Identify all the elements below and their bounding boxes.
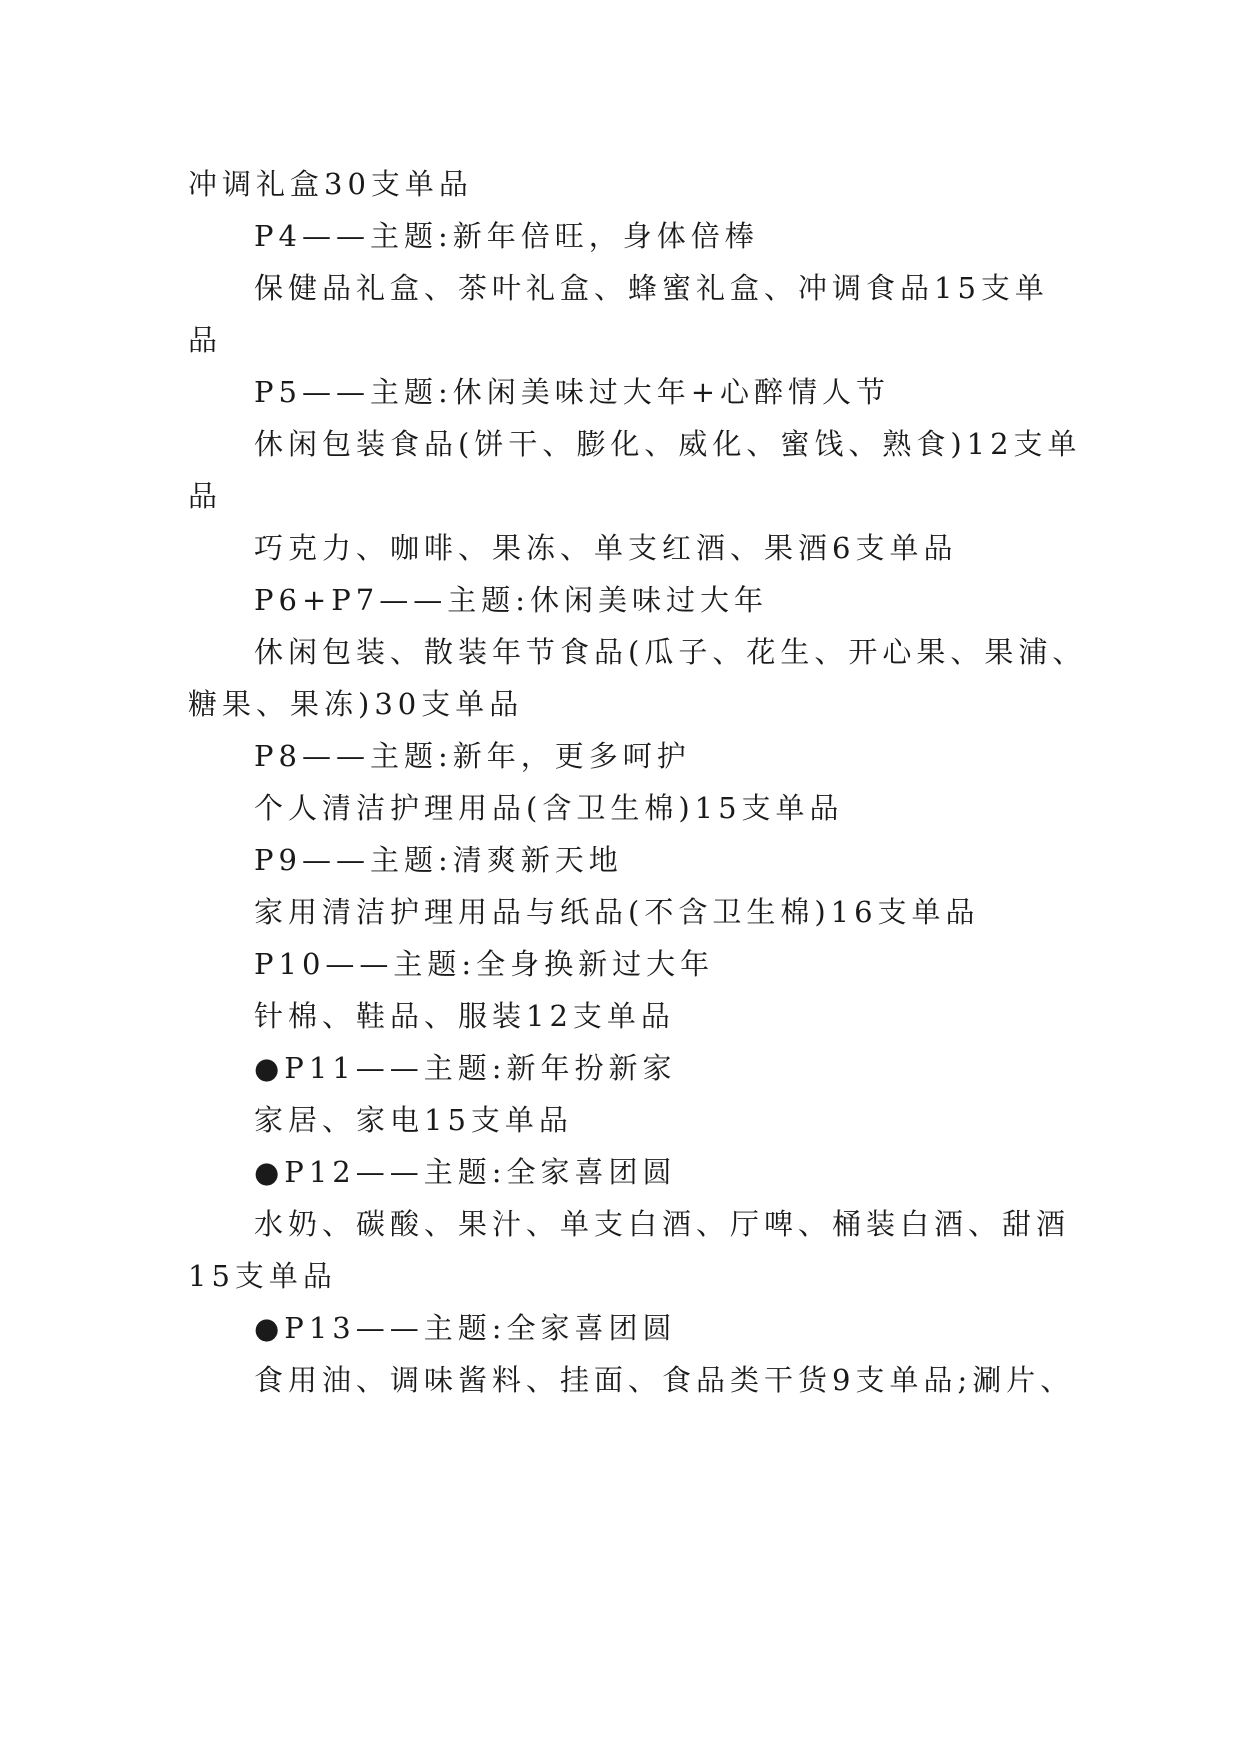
text-line-14: P9——主题:清爽新天地	[254, 843, 623, 877]
text-line-1: 冲调礼盒30支单品	[188, 167, 473, 201]
text-line-24: 食用油、调味酱料、挂面、食品类干货9支单品;涮片、	[254, 1363, 1075, 1397]
text-line-6: 休闲包装食品(饼干、膨化、威化、蜜饯、熟食)12支单	[254, 427, 1082, 461]
text-line-3: 保健品礼盒、茶叶礼盒、蜂蜜礼盒、冲调食品15支单	[254, 271, 1049, 305]
text-line-22: 15支单品	[188, 1259, 337, 1293]
text-line-15: 家用清洁护理用品与纸品(不含卫生棉)16支单品	[254, 895, 980, 929]
text-line-17: 针棉、鞋品、服装12支单品	[254, 999, 675, 1033]
text-line-8: 巧克力、咖啡、果冻、单支红酒、果酒6支单品	[254, 531, 958, 565]
text-line-20: ●P12——主题:全家喜团圆	[254, 1155, 677, 1189]
text-line-5: P5——主题:休闲美味过大年+心醉情人节	[254, 375, 891, 409]
text-line-4: 品	[188, 323, 223, 357]
text-line-18: ●P11——主题:新年扮新家	[254, 1051, 677, 1085]
text-line-16: P10——主题:全身换新过大年	[254, 947, 715, 981]
text-line-11: 糖果、果冻)30支单品	[188, 687, 524, 721]
text-line-13: 个人清洁护理用品(含卫生棉)15支单品	[254, 791, 844, 825]
text-line-9: P6+P7——主题:休闲美味过大年	[254, 583, 768, 617]
text-line-10: 休闲包装、散装年节食品(瓜子、花生、开心果、果浦、	[254, 635, 1087, 669]
text-line-19: 家居、家电15支单品	[254, 1103, 573, 1137]
text-line-2: P4——主题:新年倍旺，身体倍棒	[254, 219, 759, 253]
text-line-12: P8——主题:新年，更多呵护	[254, 739, 691, 773]
text-line-7: 品	[188, 479, 223, 513]
text-line-23: ●P13——主题:全家喜团圆	[254, 1311, 677, 1345]
text-line-21: 水奶、碳酸、果汁、单支白酒、厅啤、桶装白酒、甜酒	[254, 1207, 1071, 1241]
